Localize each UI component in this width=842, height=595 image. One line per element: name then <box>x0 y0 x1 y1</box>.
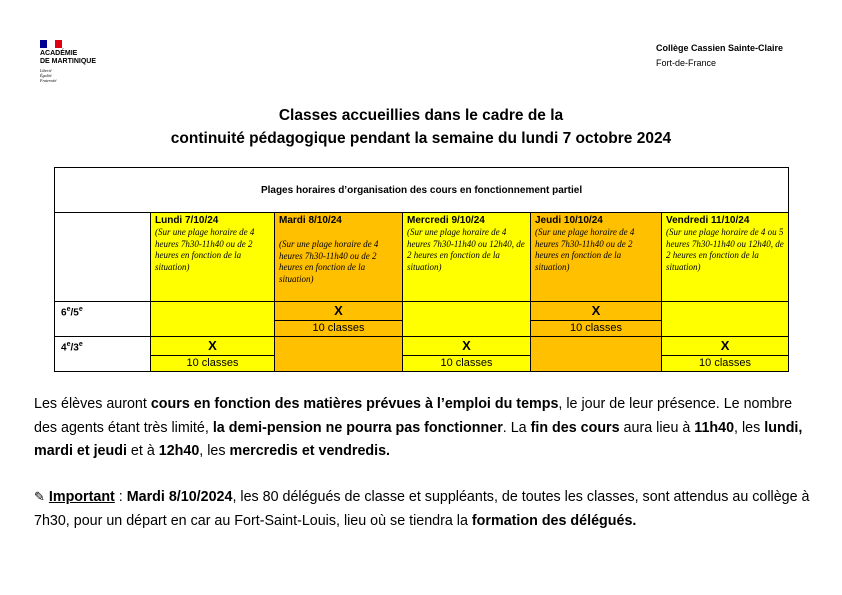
text-emphasis: mercredis et vendredis. <box>229 443 391 459</box>
day-header-tuesday <box>275 213 403 302</box>
academy-line2: DE MARTINIQUE <box>40 58 96 65</box>
motto <box>40 68 96 83</box>
academy-name <box>40 50 96 66</box>
level-number: 4 <box>61 342 67 354</box>
attendance-mark: X <box>531 302 661 321</box>
cell-thursday-4-3 <box>531 337 662 372</box>
table-header: Plages horaires d’organisation des cours en fonctionnement partiel <box>55 168 789 213</box>
table-row <box>55 337 789 372</box>
text-run: , les 80 délégués de classe et suppléants, de toutes les classes, sont attendus au collège à 7h30, pour un départ en car au Fort-Saint-Louis, lieu où se tiendra la <box>34 489 810 529</box>
text-run: et à <box>126 443 159 459</box>
academy-logo <box>40 40 96 83</box>
motto-liberte: Liberté <box>40 68 52 73</box>
note-date: Mardi 8/10/2024 <box>126 489 233 505</box>
attendance-mark: X <box>275 302 402 321</box>
class-count: 10 classes <box>186 357 239 369</box>
academy-line1: ACADÉMIE <box>40 50 78 57</box>
title-line1: Classes accueillies dans le cadre de la <box>278 107 564 124</box>
class-count: 10 classes <box>699 357 752 369</box>
class-count: 10 classes <box>570 322 622 334</box>
level-number: /3 <box>70 342 79 354</box>
important-note <box>34 485 819 533</box>
level-label-6-5 <box>55 302 151 337</box>
cell-tuesday-4-3 <box>275 337 403 372</box>
text-run: aura lieu à <box>619 419 695 436</box>
day-note: (Sur une plage horaire de 4 ou 5 heures 7h30-11h40 ou 12h40, de 2 heures en fonction de la situation) <box>666 227 784 272</box>
text-emphasis: formation des délégués. <box>471 512 637 529</box>
day-note: (Sur une plage horaire de 4 heures 7h30-11h40 ou de 2 heures en fonction de la situation) <box>155 227 255 272</box>
school-info <box>656 41 783 71</box>
info-paragraph <box>34 393 819 464</box>
republic-flag-icon <box>40 40 62 48</box>
text-emphasis: la demi-pension ne pourra pas fonctionner <box>212 419 503 436</box>
title-line2: continuité pédagogique pendant la semaine du lundi 7 octobre 2024 <box>170 130 672 147</box>
day-name: Mercredi 9/10/24 <box>407 215 485 226</box>
level-suffix: e <box>78 341 83 348</box>
flag-red <box>55 40 62 48</box>
school-city: Fort-de-France <box>656 58 717 68</box>
level-label-4-3 <box>55 337 151 372</box>
cell-thursday-6-5 <box>531 302 662 337</box>
day-name: Lundi 7/10/24 <box>155 215 219 226</box>
day-note: (Sur une plage horaire de 4 heures 7h30-11h40 ou 12h40, de 2 heures en fonction de la situation) <box>407 227 525 272</box>
text-emphasis: cours en fonction des matières prévues à l’emploi du temps <box>150 396 559 412</box>
cell-wednesday-6-5 <box>403 302 531 337</box>
day-header-wednesday <box>403 213 531 302</box>
note-label: Important <box>48 489 115 505</box>
text-emphasis: 12h40 <box>158 443 200 459</box>
motto-fraternite: Fraternité <box>40 78 57 83</box>
cell-wednesday-4-3 <box>403 337 531 372</box>
text-run: , le jour de leur présence. Le nombre des agents étant très limité, <box>34 396 793 436</box>
class-count: 10 classes <box>312 322 365 334</box>
attendance-mark: X <box>662 337 788 356</box>
schedule-table <box>54 167 789 372</box>
pencil-icon: ✎ <box>34 489 45 504</box>
cell-monday-6-5 <box>151 302 275 337</box>
day-note: (Sur une plage horaire de 4 heures 7h30-11h40 ou de 2 heures en fonction de la situation) <box>535 227 635 272</box>
text-run: , les <box>199 443 230 459</box>
level-number: /5 <box>70 307 79 319</box>
text-run: : <box>114 489 127 505</box>
text-emphasis: fin des cours <box>530 419 620 436</box>
motto-egalite: Égalité <box>40 73 52 78</box>
text-emphasis: 11h40 <box>694 419 735 436</box>
level-suffix: e <box>78 306 83 313</box>
corner-cell <box>55 213 151 302</box>
level-number: 6 <box>61 307 67 319</box>
level-suffix: e <box>66 341 71 348</box>
class-count: 10 classes <box>440 357 493 369</box>
day-header-friday <box>662 213 789 302</box>
attendance-mark: X <box>151 337 274 356</box>
text-emphasis: lundi, mardi et jeudi <box>34 419 803 459</box>
text-run: , les <box>734 419 765 436</box>
day-header-thursday <box>531 213 662 302</box>
day-name: Mardi 8/10/24 <box>279 215 342 226</box>
level-suffix: e <box>66 306 71 313</box>
cell-tuesday-6-5 <box>275 302 403 337</box>
attendance-mark: X <box>403 337 530 356</box>
day-name: Vendredi 11/10/24 <box>666 215 750 226</box>
day-name: Jeudi 10/10/24 <box>535 215 603 226</box>
text-run: Les élèves auront <box>34 396 151 412</box>
table-row <box>55 302 789 337</box>
text-run: . La <box>502 419 531 436</box>
cell-friday-4-3 <box>662 337 789 372</box>
page-title <box>0 104 842 150</box>
day-note: (Sur une plage horaire de 4 heures 7h30-11h40 ou de 2 heures en fonction de la situation) <box>279 239 379 284</box>
cell-monday-4-3 <box>151 337 275 372</box>
flag-blue <box>40 40 47 48</box>
flag-white <box>47 40 54 48</box>
school-name: Collège Cassien Sainte-Claire <box>656 43 784 53</box>
cell-friday-6-5 <box>662 302 789 337</box>
day-header-monday <box>151 213 275 302</box>
